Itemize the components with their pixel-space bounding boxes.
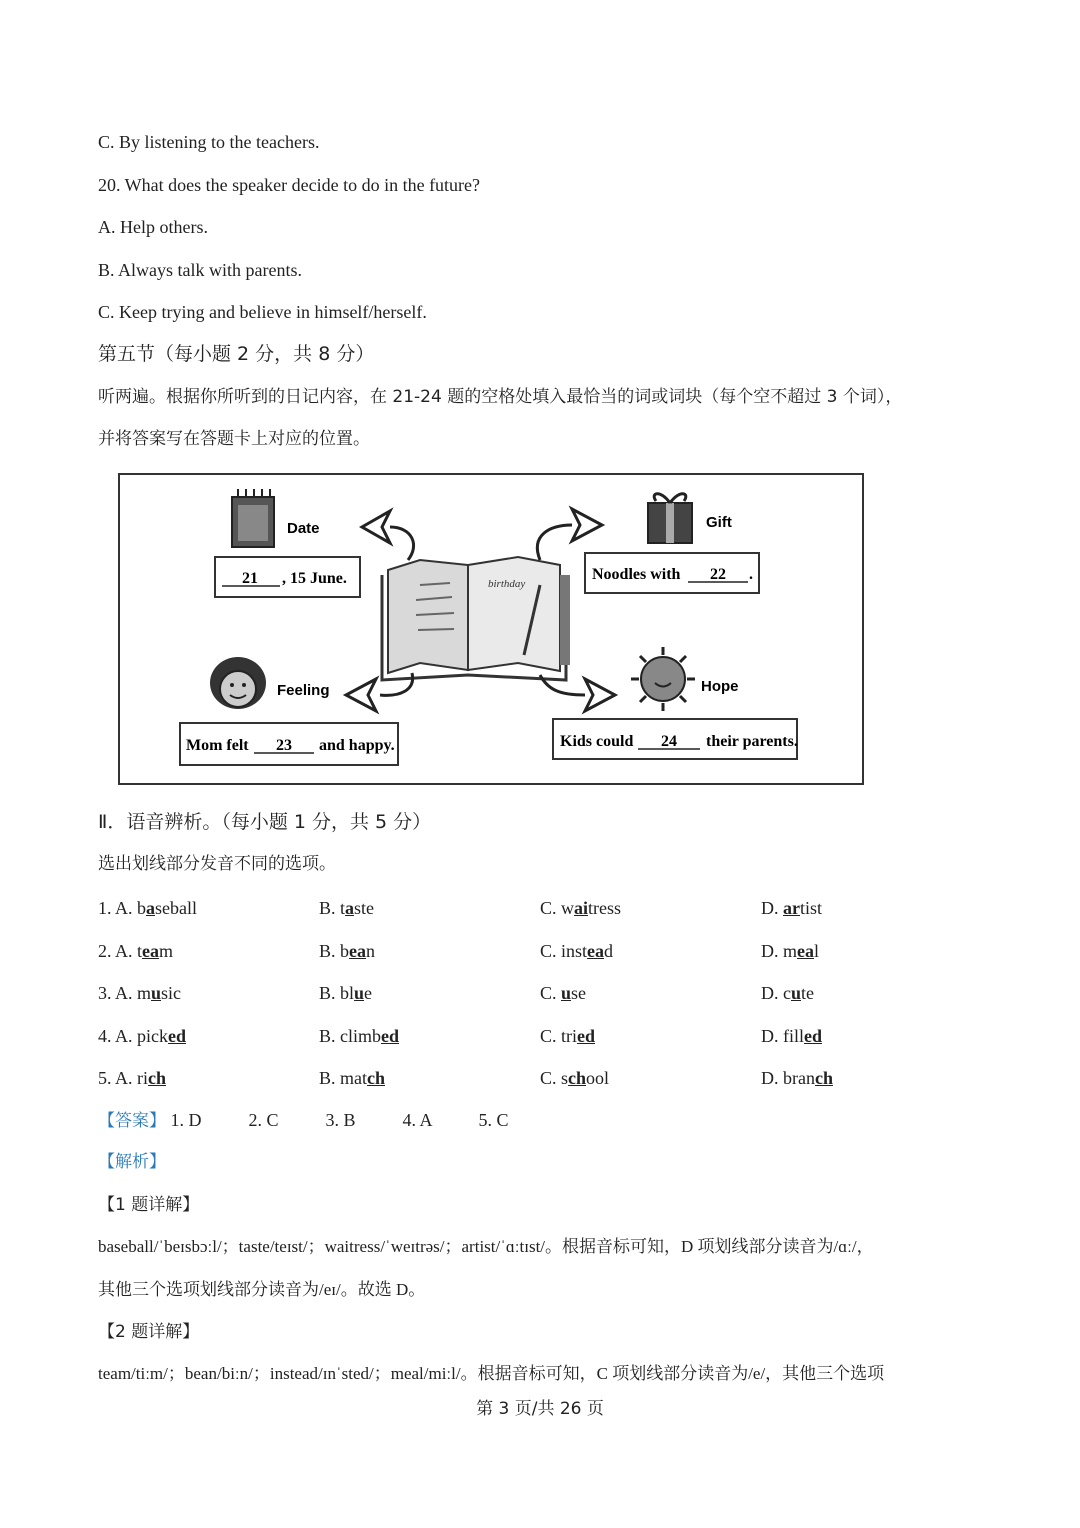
option-letter: B. (319, 940, 336, 961)
analysis-q2-line1: team/tiːm/；bean/biːn/；instead/ɪnˈsted/；meal/miːl/。根据音标可知，C 项划线部分读音为/e/，其他三个选项 (98, 1364, 885, 1383)
q20-option-c: C. Keep trying and believe in himself/herself. (98, 302, 427, 322)
option-letter: D. (761, 1025, 779, 1046)
gift-label: Gift (706, 514, 732, 531)
word-start: bran (783, 1068, 815, 1088)
q19-option-c: C. By listening to the teachers. (98, 132, 320, 152)
page-footer: 第 3 页/共 26 页 (476, 1399, 604, 1419)
option-letter: D. (761, 1068, 779, 1088)
section5-instruction-1: 听两遍。根据你所听到的日记内容，在 21-24 题的空格处填入最恰当的词或词块（每个空不超过 3 个词）， (98, 387, 903, 407)
word-start: b (340, 940, 350, 961)
word-end: sic (161, 983, 182, 1003)
answer-item: 5. C (478, 1110, 509, 1130)
word-end: n (366, 940, 376, 961)
underlined-part: u (791, 983, 802, 1003)
question-number: 1. (98, 898, 112, 918)
word-end: ool (586, 1068, 610, 1088)
date-label: Date (287, 520, 320, 537)
option-letter: D. (761, 940, 779, 961)
option-letter: A. (115, 898, 133, 918)
phonics-option (540, 896, 621, 920)
mind-map-drawing (120, 475, 862, 783)
phonics-option (98, 981, 181, 1005)
word-end: tress (588, 898, 622, 918)
sun-icon (631, 647, 695, 711)
phonics-option (540, 1066, 609, 1090)
underlined-part: ed (168, 1025, 187, 1046)
word-end: d (604, 940, 614, 961)
part2-title: Ⅱ．语音辨析。（每小题 1 分，共 5 分） (98, 811, 432, 833)
analysis-q1-line2: 其他三个选项划线部分读音为/eɪ/。故选 D。 (98, 1280, 426, 1299)
phonics-option (98, 896, 197, 920)
underlined-part: ai (574, 898, 589, 918)
answer-item: 2. C (248, 1110, 279, 1130)
gift-icon (648, 494, 692, 543)
question-number: 2. (98, 940, 112, 961)
option-letter: A. (115, 1025, 133, 1046)
section5-instruction-2: 并将答案写在答题卡上对应的位置。 (98, 429, 370, 449)
phonics-option (761, 939, 819, 963)
underlined-part: ed (804, 1025, 822, 1046)
underlined-part: ch (367, 1068, 386, 1088)
phonics-option (98, 939, 173, 963)
underlined-part: ea (797, 940, 815, 961)
hope-blank: 24 (661, 733, 677, 750)
q20-stem: 20. What does the speaker decide to do in the future? (98, 175, 481, 195)
phonics-option (540, 939, 613, 963)
word-start: inst (561, 940, 588, 961)
underlined-part: ar (783, 898, 800, 918)
hope-label: Hope (701, 678, 739, 695)
underlined-part: ea (349, 940, 367, 961)
mom-face-icon (210, 657, 266, 709)
gift-prefix: Noodles with (592, 566, 681, 583)
word-start: fill (783, 1025, 804, 1046)
book-text: birthday (488, 578, 526, 590)
phonics-option (761, 1066, 833, 1090)
phonics-option (319, 1066, 385, 1090)
underlined-part: ea (587, 940, 605, 961)
word-start: mat (340, 1068, 368, 1088)
feeling-prefix: Mom felt (186, 737, 249, 754)
phonics-option (761, 896, 822, 920)
underlined-part: ed (577, 1025, 596, 1046)
option-letter: B. (319, 898, 336, 918)
answer-item: 1. D (170, 1110, 202, 1130)
answer-label: 【答案】 (98, 1111, 166, 1131)
book-icon (382, 557, 570, 680)
word-start: s (561, 1068, 569, 1088)
phonics-option (319, 939, 375, 963)
word-end: ste (354, 898, 375, 918)
word-end: e (364, 983, 373, 1003)
question-number: 3. (98, 983, 112, 1003)
word-start: m (783, 940, 798, 961)
hope-suffix: their parents. (706, 733, 798, 750)
phonics-option (319, 896, 374, 920)
word-start: pick (137, 1025, 169, 1046)
feeling-blank: 23 (276, 737, 292, 754)
word-end: l (814, 940, 820, 961)
phonics-option (319, 1024, 399, 1048)
analysis-q2-title: 【2 题详解】 (98, 1322, 200, 1342)
phonics-option (761, 1024, 822, 1048)
word-start: climb (340, 1025, 382, 1046)
analysis-q1-title: 【1 题详解】 (98, 1195, 200, 1215)
hope-prefix: Kids could (560, 733, 634, 750)
option-letter: D. (761, 898, 779, 918)
option-letter: A. (115, 983, 133, 1003)
question-number: 4. (98, 1025, 112, 1046)
underlined-part: ea (142, 940, 160, 961)
underlined-part: u (354, 983, 365, 1003)
word-start: c (783, 983, 791, 1003)
option-letter: B. (319, 1025, 336, 1046)
word-start: t (137, 940, 143, 961)
option-letter: B. (319, 983, 336, 1003)
phonics-option (98, 1024, 186, 1048)
phonics-option (540, 1024, 595, 1048)
analysis-q1-line1: baseball/ˈbeɪsbɔːl/；taste/teɪst/；waitress/ˈweɪtrəs/；artist/ˈɑːtɪst/。根据音标可知，D 项划线部分读音为/ɑː/， (98, 1237, 874, 1256)
underlined-part: ch (148, 1068, 167, 1088)
q20-option-b: B. Always talk with parents. (98, 260, 302, 280)
option-letter: D. (761, 983, 779, 1003)
option-letter: C. (540, 983, 557, 1003)
word-end: m (159, 940, 174, 961)
underlined-part: ed (381, 1025, 400, 1046)
q20-option-a: A. Help others. (98, 217, 208, 237)
underlined-part: a (146, 898, 156, 918)
phonics-option (319, 981, 372, 1005)
phonics-option (540, 981, 586, 1005)
option-letter: C. (540, 940, 557, 961)
part2-instruction: 选出划线部分发音不同的选项。 (98, 854, 336, 874)
option-letter: C. (540, 1025, 557, 1046)
section5-title: 第五节（每小题 2 分，共 8 分） (98, 343, 375, 365)
phonics-option (98, 1066, 166, 1090)
underlined-part: ch (568, 1068, 587, 1088)
word-end: seball (155, 898, 198, 918)
calendar-icon (232, 489, 274, 547)
word-end: te (801, 983, 815, 1003)
word-start: ri (137, 1068, 149, 1088)
diary-mind-map (118, 473, 864, 785)
word-start: b (137, 898, 147, 918)
underlined-part: u (151, 983, 162, 1003)
word-start: tri (561, 1025, 578, 1046)
question-number: 5. (98, 1068, 112, 1088)
feeling-suffix: and happy. (319, 737, 395, 754)
phonics-option (761, 981, 814, 1005)
option-letter: A. (115, 1068, 133, 1088)
answer-item: 3. B (325, 1110, 356, 1130)
underlined-part: ch (814, 1068, 833, 1088)
word-start: m (137, 983, 152, 1003)
date-blank: 21 (242, 570, 258, 587)
option-letter: C. (540, 898, 557, 918)
word-start: t (340, 898, 346, 918)
gift-suffix: . (749, 566, 753, 583)
underlined-part: u (561, 983, 572, 1003)
answer-line (98, 1108, 509, 1133)
option-letter: A. (115, 940, 133, 961)
gift-blank: 22 (710, 566, 726, 583)
word-start: bl (340, 983, 355, 1003)
feeling-label: Feeling (277, 682, 330, 699)
word-end: tist (800, 898, 823, 918)
word-end: se (571, 983, 587, 1003)
option-letter: C. (540, 1068, 557, 1088)
word-start: w (561, 898, 575, 918)
arrow-date (362, 511, 414, 560)
answer-item: 4. A (402, 1110, 432, 1130)
analysis-label: 【解析】 (98, 1152, 166, 1172)
date-suffix: , 15 June. (282, 570, 347, 587)
underlined-part: a (345, 898, 355, 918)
option-letter: B. (319, 1068, 336, 1088)
